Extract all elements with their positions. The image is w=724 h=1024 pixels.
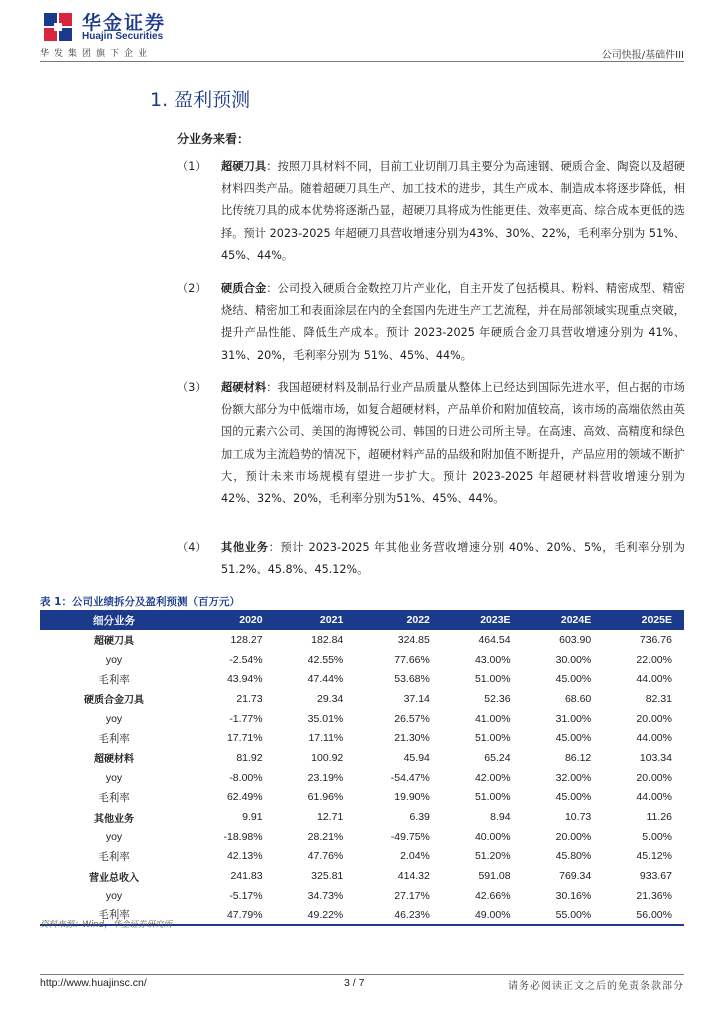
table-cell: 47.76% [307, 850, 344, 863]
table-row [40, 669, 684, 689]
table-cell: 49.22% [275, 906, 356, 926]
business-item-superhard-materials [177, 377, 685, 510]
row-label: yoy [105, 712, 123, 725]
table-cell: 11.26 [646, 811, 672, 824]
item-lead: 超硬刀具 [221, 160, 267, 173]
header-divider [40, 61, 684, 62]
table-cell: 35.01% [307, 712, 344, 725]
table-cell: 55.00% [523, 906, 604, 926]
table-cell: 51.00% [474, 673, 511, 686]
table-cell: -54.47% [390, 771, 430, 784]
table-header-cell: 2025E [603, 610, 684, 630]
table-cell: 62.49% [226, 791, 263, 804]
table-cell: 37.14 [403, 692, 430, 705]
table-cell: 22.00% [636, 653, 672, 666]
table-cell: 769.34 [559, 870, 592, 883]
row-label: 营业总收入 [89, 872, 139, 884]
item-lead: 超硬材料 [221, 381, 267, 394]
table-cell: -2.54% [229, 653, 263, 666]
table-cell: 44.00% [636, 791, 672, 804]
table-cell: -1.77% [229, 712, 263, 725]
footer-url-link[interactable]: http://www.huajinsc.cn/ [40, 977, 147, 989]
table-cell: 40.00% [474, 830, 511, 843]
row-label: 毛利率 [98, 850, 130, 863]
row-label: yoy [105, 771, 123, 784]
table-cell: 77.66% [394, 653, 430, 666]
section-subtitle: 分业务来看： [177, 132, 250, 146]
table-cell: 42.66% [474, 889, 511, 902]
table-cell: 32.00% [555, 771, 592, 784]
row-label: 其他业务 [94, 813, 134, 825]
table-cell: 736.76 [639, 633, 672, 646]
table-cell: 81.92 [236, 751, 263, 764]
table-cell: 103.34 [639, 751, 672, 764]
table-cell: 61.96% [307, 791, 344, 804]
table-row [40, 709, 684, 729]
table-row [40, 728, 684, 748]
table-cell: -18.98% [223, 830, 263, 843]
table-cell: 42.13% [226, 850, 263, 863]
table-row [40, 788, 684, 808]
brand-name-en: Huajin Securities [82, 31, 164, 42]
table-cell: 17.11% [308, 732, 344, 745]
table-cell: 30.00% [555, 653, 592, 666]
table-source-note: 资料来源：Wind，华金证券研究所 [40, 920, 173, 930]
section-title: 1. 盈利预测 [150, 89, 251, 111]
table-cell: 6.39 [409, 811, 430, 824]
page-header [0, 0, 724, 70]
row-label: 超硬材料 [94, 754, 134, 766]
table-cell: 591.08 [478, 870, 511, 883]
table-cell: -5.17% [229, 889, 263, 902]
row-label: yoy [105, 889, 123, 902]
huajin-logo-icon [40, 9, 76, 45]
table-cell: 42.00% [474, 771, 511, 784]
item-text: ：按照刀具材料不同，目前工业切削刀具主要分为高速钢、硬质合金、陶瓷以及超硬材料四类产品。随着超硬刀具生产、加工技术的进步，其生产成本、制造成本将逐步降低，相比传统刀具的成本优势将逐渐凸显，超硬刀具将成为性能更佳、效率更高、综合成本更低的选择。预计 2023-2025 年超硬刀具营收增速分别为43%、30%、22%，毛利率分别为 51%、45%、44%。 [221, 160, 685, 262]
table-cell: 30.16% [555, 889, 592, 902]
row-label: 毛利率 [98, 673, 130, 686]
table-cell: 51.00% [474, 732, 511, 745]
footer-divider [40, 974, 684, 975]
item-lead: 硬质合金 [221, 282, 267, 295]
business-item-other [177, 537, 685, 581]
table-cell: 47.44% [307, 673, 344, 686]
table-cell: 45.00% [555, 673, 592, 686]
item-number: （2） [177, 282, 207, 295]
table-cell: 51.20% [474, 850, 511, 863]
footer-disclaimer: 请务必阅读正文之后的免责条款部分 [508, 981, 684, 992]
table-cell: -8.00% [229, 771, 263, 784]
table-row [40, 807, 684, 827]
table-header-cell: 2020 [188, 610, 275, 630]
table-cell: 27.17% [394, 889, 430, 902]
table-cell: 45.94 [403, 751, 430, 764]
table-cell: 45.00% [555, 791, 592, 804]
table-cell: 324.85 [397, 633, 430, 646]
page-number: 3 / 7 [344, 977, 365, 989]
table-header-cell: 2022 [355, 610, 442, 630]
row-label: 毛利率 [40, 906, 188, 926]
table-cell: 43.00% [474, 653, 511, 666]
table-cell: 29.34 [317, 692, 344, 705]
table-cell: 45.80% [555, 850, 592, 863]
table-cell: 20.00% [555, 830, 592, 843]
table-cell: 5.00% [642, 830, 672, 843]
table-cell: 12.71 [317, 811, 344, 824]
table-cell: 34.73% [307, 889, 344, 902]
brand-name-cn: 华金证券 [82, 12, 167, 34]
table-row [40, 689, 684, 709]
table-cell: 65.24 [484, 751, 511, 764]
table-cell: 603.90 [559, 633, 592, 646]
table-cell: 19.90% [394, 791, 430, 804]
table-cell: 2.04% [400, 850, 430, 863]
table-header-cell: 2024E [523, 610, 604, 630]
doc-type-label: 公司快报/基础件III [601, 50, 684, 61]
table-cell: 45.00% [555, 732, 592, 745]
item-text: ：我国超硬材料及制品行业产品质量从整体上已经达到国际先进水平，但占据的市场份额大部分为中低端市场，如复合超硬材料，产品单价和附加值较高，该市场的高端依然由英国的元素六公司、美国的海博锐公司、韩国的日进公司所主导。在高速、高效、高精度和绿色加工成为主流趋势的情况下，超硬材料产品的品级和附加值不断提升，产品应用的领域不断扩大，预计未来市场规模有望进一步扩大。预计 2023-2025 年超硬材料营收增速分别为 42%、32%、20%，毛利率分别为51%、45%、44%。 [221, 381, 685, 506]
table-cell: 56.00% [603, 906, 684, 926]
item-text: ：预计 2023-2025 年其他业务营收增速分别 40%、20%、5%，毛利率分别为 51.2%、45.8%、45.12%。 [221, 541, 685, 577]
item-lead: 其他业务 [221, 541, 269, 554]
table-cell: 46.23% [355, 906, 442, 926]
table-row [40, 650, 684, 670]
table-caption: 表 1：公司业绩拆分及盈利预测（百万元） [40, 596, 240, 608]
table-cell: 41.00% [474, 712, 511, 725]
table-cell: 31.00% [555, 712, 592, 725]
table-cell: 10.73 [564, 811, 592, 824]
table-cell: 68.60 [564, 692, 592, 705]
table-cell: 20.00% [636, 712, 672, 725]
table-cell: 21.30% [394, 732, 430, 745]
row-label: yoy [105, 653, 123, 666]
item-number: （3） [177, 381, 207, 394]
table-row [40, 866, 684, 886]
table-row [40, 748, 684, 768]
item-number: （4） [177, 541, 207, 554]
table-cell: 82.31 [645, 692, 672, 705]
table-cell: 45.12% [636, 850, 672, 863]
table-cell: 47.79% [188, 906, 275, 926]
header-slogan: 华发集团旗下企业 [40, 49, 153, 59]
table-row [40, 630, 684, 650]
business-item-superhard-tools [177, 156, 685, 267]
table-cell: 51.00% [474, 791, 511, 804]
table-row [40, 768, 684, 788]
item-number: （1） [177, 160, 207, 173]
table-cell: 414.32 [397, 870, 430, 883]
business-item-carbide [177, 278, 685, 367]
forecast-table [40, 610, 684, 926]
table-cell: 86.12 [564, 751, 592, 764]
row-label: 毛利率 [98, 732, 130, 745]
table-cell: 53.68% [394, 673, 430, 686]
table-cell: 325.81 [311, 870, 344, 883]
table-cell: 52.36 [484, 692, 511, 705]
table-cell: 42.55% [307, 653, 344, 666]
row-label: yoy [105, 830, 123, 843]
table-cell: 933.67 [639, 870, 672, 883]
table-cell: 8.94 [490, 811, 511, 824]
table-cell: -49.75% [390, 830, 430, 843]
table-cell: 21.73 [236, 692, 263, 705]
table-cell: 128.27 [230, 633, 263, 646]
row-label: 硬质合金刀具 [84, 695, 144, 707]
item-text: ：公司投入硬质合金数控刀片产业化，自主开发了包括模具、粉料、精密成型、精密烧结、精密加工和表面涂层在内的全套国内先进生产工艺流程，并在局部领域实现重点突破，提升产品性能、降低生产成本。预计 2023-2025 年硬质合金刀具营收增速分别为 41%、31%、20%，毛利率分别为 51%、45%、44%。 [221, 282, 685, 362]
table-cell: 21.36% [636, 889, 672, 902]
table-cell: 23.19% [307, 771, 344, 784]
table-cell: 182.84 [311, 633, 344, 646]
table-cell: 44.00% [636, 673, 672, 686]
table-cell: 20.00% [636, 771, 672, 784]
table-row [40, 847, 684, 867]
table-cell: 28.21% [307, 830, 344, 843]
table-cell: 241.83 [230, 870, 263, 883]
row-label: 超硬刀具 [94, 636, 134, 648]
table-row [40, 827, 684, 847]
table-cell: 100.92 [311, 751, 344, 764]
table-cell: 43.94% [226, 673, 263, 686]
table-body [40, 630, 684, 925]
table-cell: 44.00% [636, 732, 672, 745]
table-cell: 9.91 [242, 811, 263, 824]
table-cell: 49.00% [442, 906, 523, 926]
table-row [40, 886, 684, 906]
table-header-cell: 细分业务 [40, 610, 188, 630]
row-label: 毛利率 [98, 791, 130, 804]
table-header-cell: 2021 [275, 610, 356, 630]
table-cell: 26.57% [394, 712, 430, 725]
table-cell: 464.54 [478, 633, 511, 646]
table-header-cell: 2023E [442, 610, 523, 630]
table-cell: 17.71% [226, 732, 263, 745]
table-header-row [40, 610, 684, 630]
